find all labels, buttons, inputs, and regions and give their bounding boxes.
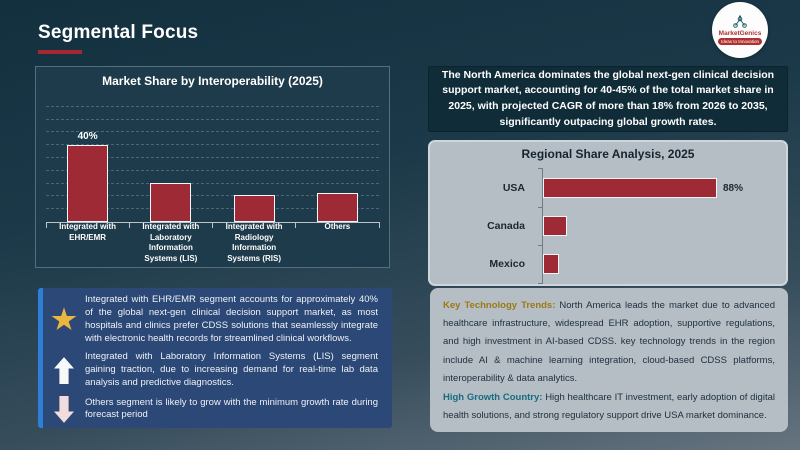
regional-chart-panel (428, 140, 788, 286)
brand-tagline: Ideas to Innovation (718, 38, 762, 45)
bar-value-label: 40% (77, 131, 98, 142)
trends-label-country: High Growth Country: (443, 392, 543, 404)
bar-columns (46, 97, 379, 222)
insight-text: Others segment is likely to grow with the minimum growth rate during forecast period (85, 396, 378, 421)
interop-plot-area (46, 97, 379, 223)
region-label: Canada (487, 220, 525, 232)
market-share-chart-panel (35, 66, 390, 268)
region-label: USA (502, 182, 525, 194)
bar-1 (67, 145, 108, 222)
bar-category-label: Integrated with EHR/EMR (59, 222, 117, 242)
bar-category-label: Integrated with Laboratory Information Systems (LIS) (142, 222, 200, 263)
insights-panel (38, 288, 392, 428)
bar-4 (317, 193, 358, 222)
trends-panel (430, 288, 788, 432)
highlight-text: The North America dominates the global next-gen clinical decision support market, accounting for 40-45% of the total market share in 2025, with projected CAGR of more than 18% from 2026 to 2035, significantly outpacing global growth rates. (441, 68, 775, 128)
region-label: Mexico (489, 258, 525, 270)
highlight-box (428, 66, 788, 132)
bar-column (213, 97, 296, 222)
region-row-canada (444, 207, 776, 245)
star-icon (43, 307, 85, 332)
region-bar (543, 178, 717, 198)
insight-text: Integrated with Laboratory Information Systems (LIS) segment gaining traction, due to increasing demand for real-time lab data analysis and predictive diagnostics. (85, 351, 378, 389)
down-arrow-icon (43, 396, 85, 423)
trends-label-technology: Key Technology Trends: (443, 300, 556, 311)
title-underline (38, 50, 82, 54)
insight-item-ehr (43, 294, 384, 345)
region-bar (543, 254, 559, 274)
trends-text-country: High healthcare IT investment, early adoption of digital health solutions, and strong regulatory support drive USA market dominance. (443, 392, 775, 422)
brand-name: MarketGenics (718, 30, 762, 37)
page-title: Segmental Focus (38, 22, 199, 43)
bar-category-label: Others (324, 222, 351, 232)
molecule-icon (732, 15, 748, 29)
region-value-label: 88% (723, 182, 744, 194)
up-arrow-icon (43, 357, 85, 384)
region-bar (543, 216, 567, 236)
insight-item-lis (43, 351, 384, 389)
regional-plot-area (444, 166, 776, 280)
insight-text: Integrated with EHR/EMR segment accounts for approximately 40% of the global next-gen clinical decision support market, as most hospitals and clinics prefer CDSS solutions that seamlessly integrate with electronic health records for streamlined clinical workflows. (85, 294, 378, 344)
bar-3 (234, 195, 275, 222)
insight-item-others (43, 396, 384, 423)
bar-category-label: Integrated with Radiology Information Systems (RIS) (225, 222, 283, 263)
trends-text-technology: North America leads the market due to advanced healthcare infrastructure, widespread EHR adoption, supportive regulations, and high investment in AI-based CDSS. key technology trends in the region include AI & machine learning integration, cloud-based CDSS platforms, interoperability & data analytics. (443, 300, 776, 384)
interop-category-axis (46, 222, 379, 264)
regional-rows (444, 169, 776, 283)
region-row-usa (444, 169, 776, 207)
bar-2 (150, 183, 191, 222)
trends-paragraph-country (443, 389, 775, 425)
trends-paragraph-technology (443, 297, 775, 388)
market-share-chart-title: Market Share by Interoperability (2025) (102, 74, 323, 88)
brand-logo (712, 2, 768, 58)
bar-column (46, 97, 129, 222)
bar-column (296, 97, 379, 222)
regional-chart-title: Regional Share Analysis, 2025 (521, 147, 695, 161)
accent-bar (38, 288, 43, 428)
regional-axis-tick (538, 283, 543, 284)
bar-column (129, 97, 212, 222)
region-row-mexico (444, 245, 776, 283)
